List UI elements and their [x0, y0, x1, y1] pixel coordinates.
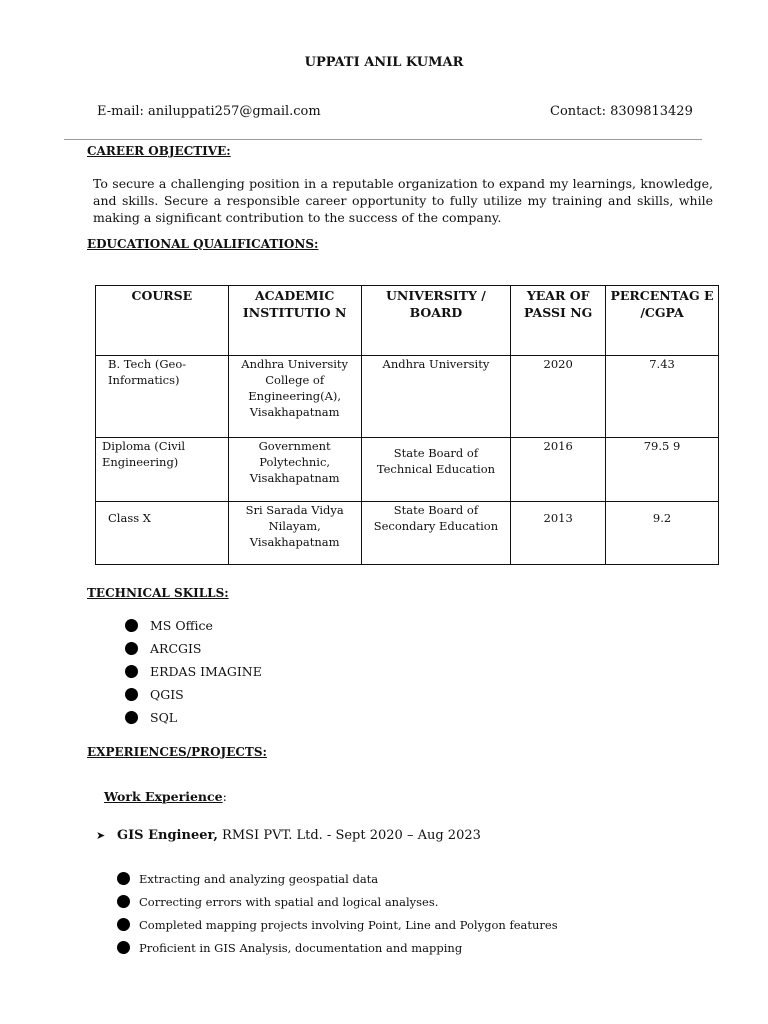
list-item — [117, 936, 558, 959]
list-item — [125, 614, 262, 637]
bullet-icon — [125, 642, 138, 655]
bullet-icon — [125, 688, 138, 701]
list-item — [125, 660, 262, 683]
duties-list — [117, 867, 558, 959]
work-experience-colon: : — [222, 789, 227, 804]
duty-text: Completed mapping projects involving Point, Line and Polygon features — [139, 917, 558, 932]
experience-heading: EXPERIENCES/PROJECTS: — [87, 745, 267, 759]
education-heading: EDUCATIONAL QUALIFICATIONS: — [87, 237, 319, 251]
list-item — [117, 913, 558, 936]
list-item — [125, 683, 262, 706]
job-entry — [96, 828, 481, 843]
skill-label: QGIS — [150, 686, 184, 702]
duty-text: Proficient in GIS Analysis, documentation and mapping — [139, 940, 463, 955]
score-cell: 9.2 — [606, 502, 719, 565]
bullet-icon — [117, 895, 130, 908]
board-cell: Andhra University — [361, 356, 511, 438]
column-header-year: YEAR OF PASSI NG — [511, 286, 606, 356]
education-table — [95, 285, 719, 565]
career-objective-heading: CAREER OBJECTIVE: — [87, 144, 231, 158]
list-item — [125, 637, 262, 660]
bullet-icon — [117, 872, 130, 885]
skill-label: ARCGIS — [150, 640, 202, 656]
institution-cell: Government Polytechnic, Visakhapatnam — [228, 438, 361, 502]
job-detail: RMSI PVT. Ltd. - Sept 2020 – Aug 2023 — [217, 828, 481, 843]
institution-cell: Andhra University College of Engineering(A), Visakhapatnam — [228, 356, 361, 438]
column-header-course: COURSE — [96, 286, 229, 356]
candidate-name: UPPATI ANIL KUMAR — [304, 55, 464, 70]
header-divider — [64, 139, 702, 140]
arrow-bullet-icon: ➤ — [96, 829, 106, 842]
skill-label: ERDAS IMAGINE — [150, 663, 262, 679]
technical-skills-heading: TECHNICAL SKILLS: — [87, 586, 229, 600]
list-item — [117, 890, 558, 913]
score-cell: 79.5 9 — [606, 438, 719, 502]
column-header-board: UNIVERSITY / BOARD — [361, 286, 511, 356]
year-cell: 2013 — [511, 502, 606, 565]
year-cell: 2016 — [511, 438, 606, 502]
bullet-icon — [125, 619, 138, 632]
list-item — [125, 706, 262, 729]
bullet-icon — [117, 941, 130, 954]
table-row — [96, 438, 719, 502]
course-cell: Diploma (Civil Engineering) — [96, 438, 229, 502]
column-header-percentage: PERCENTAG E /CGPA — [606, 286, 719, 356]
skill-label: MS Office — [150, 617, 213, 633]
score-cell: 7.43 — [606, 356, 719, 438]
job-title: GIS Engineer, — [117, 828, 218, 843]
work-experience-subheading — [104, 789, 227, 804]
column-header-institution: ACADEMIC INSTITUTIO N — [228, 286, 361, 356]
table-row — [96, 356, 719, 438]
bullet-icon — [125, 711, 138, 724]
email-line: E-mail: aniluppati257@gmail.com — [97, 104, 321, 119]
bullet-icon — [117, 918, 130, 931]
work-experience-label: Work Experience — [104, 789, 223, 804]
career-objective-text: To secure a challenging position in a reputable organization to expand my learnings, knowledge, and skills. Secure a responsible career opportunity to fully utilize my training and skills, while making a significant contribution to the success of the company. — [93, 176, 713, 225]
board-cell: State Board of Secondary Education — [361, 502, 511, 565]
table-header-row — [96, 286, 719, 356]
bullet-icon — [125, 665, 138, 678]
skills-list — [125, 614, 262, 729]
course-cell: Class X — [96, 502, 229, 565]
contact-line: Contact: 8309813429 — [550, 104, 693, 119]
board-cell: State Board of Technical Education — [361, 438, 511, 502]
skill-label: SQL — [150, 709, 178, 725]
year-cell: 2020 — [511, 356, 606, 438]
course-cell: B. Tech (Geo-Informatics) — [96, 356, 229, 438]
duty-text: Correcting errors with spatial and logical analyses. — [139, 894, 439, 909]
list-item — [117, 867, 558, 890]
institution-cell: Sri Sarada Vidya Nilayam, Visakhapatnam — [228, 502, 361, 565]
table-row — [96, 502, 719, 565]
duty-text: Extracting and analyzing geospatial data — [139, 871, 379, 886]
